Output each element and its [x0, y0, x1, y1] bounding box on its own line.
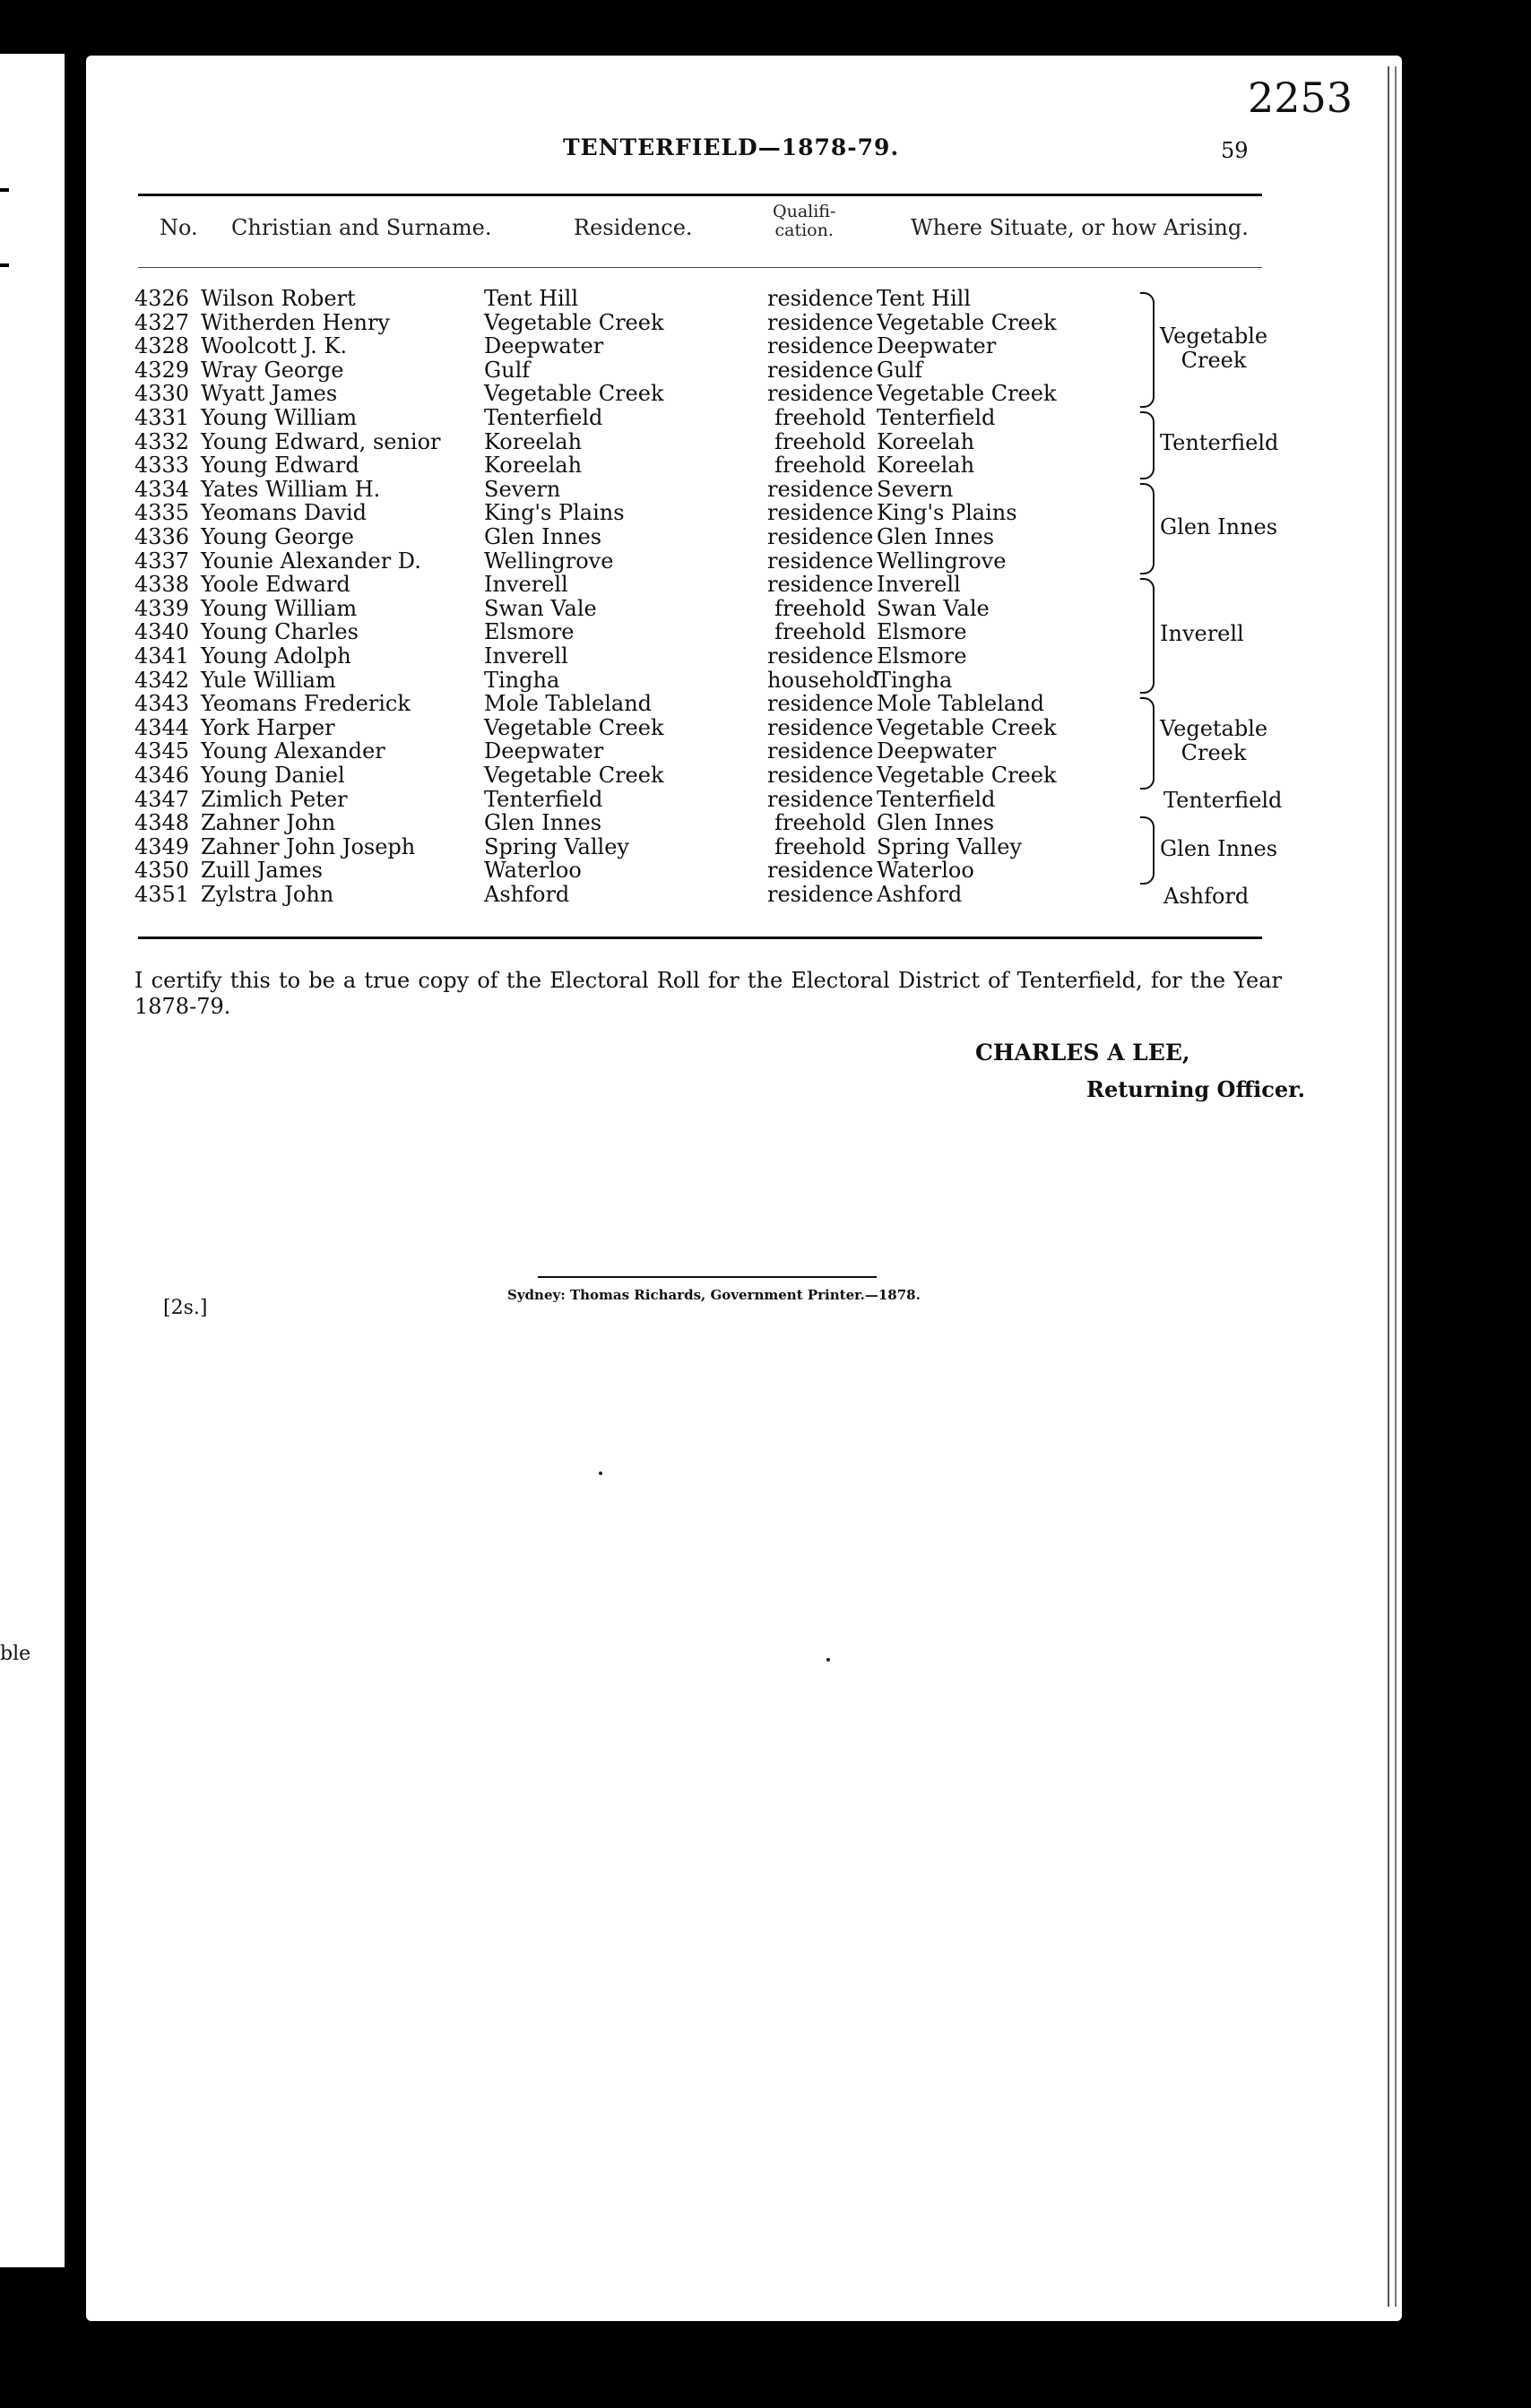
group-label: Vegetable Creek: [1160, 716, 1268, 766]
entry-qualification: residence: [767, 500, 874, 526]
entry-name: Yeomans David: [201, 500, 368, 526]
entry-where: Vegetable Creek: [877, 714, 1057, 740]
entry-name: Zahner John Joseph: [201, 833, 416, 859]
printer-imprint: Sydney: Thomas Richards, Government Printer.—1878.: [507, 1287, 921, 1303]
entry-qualification: freehold: [774, 405, 866, 430]
entry-qualification: residence: [767, 286, 874, 311]
price-mark: [2s.]: [163, 1297, 208, 1319]
entry-where: Waterloo: [877, 858, 974, 884]
entry-qualification: residence: [767, 858, 874, 884]
entry-where: Wellingrove: [877, 548, 1007, 574]
entry-name: Young Adolph: [201, 643, 351, 669]
stamp-number: 2253: [1248, 73, 1354, 122]
entry-name: Young Alexander: [201, 738, 385, 764]
entry-qualification: residence: [767, 524, 874, 549]
group-brace: [1140, 816, 1155, 885]
entry-name: Young Edward, senior: [201, 428, 441, 454]
entry-where: Koreelah: [877, 428, 975, 454]
entry-number: 4332: [134, 428, 190, 454]
speck: [826, 1658, 830, 1661]
entry-where: Gulf: [877, 357, 923, 383]
entry-where: Elsmore: [877, 643, 967, 669]
entry-where: Ashford: [877, 882, 963, 907]
entry-name: Young William: [201, 405, 358, 430]
group-label: Vegetable Creek: [1160, 323, 1268, 373]
entry-name: Young Daniel: [201, 763, 345, 788]
adjacent-page-edge: [0, 54, 67, 2267]
adjacent-page-mark: [0, 188, 9, 192]
entry-where: Mole Tableland: [877, 691, 1045, 717]
entry-residence: Tingha: [484, 667, 560, 693]
entry-name: Woolcott J. K.: [201, 333, 347, 359]
entry-qualification: residence: [767, 786, 874, 812]
entry-number: 4336: [134, 524, 190, 549]
entry-name: Yoole Edward: [201, 572, 350, 598]
entry-qualification: residence: [767, 476, 874, 502]
entry-name: Young Charles: [201, 619, 359, 645]
entry-residence: Tenterfield: [484, 405, 603, 430]
entry-residence: Vegetable Creek: [484, 763, 664, 788]
entry-number: 4331: [134, 405, 190, 430]
entry-where: Vegetable Creek: [877, 763, 1057, 788]
group-brace: [1140, 578, 1155, 694]
entry-number: 4347: [134, 786, 190, 812]
entry-qualification: residence: [767, 882, 874, 907]
header-where: Where Situate, or how Arising.: [911, 215, 1249, 240]
entry-name: Zylstra John: [201, 882, 334, 907]
entry-residence: Glen Innes: [484, 810, 602, 836]
entry-residence: Elsmore: [484, 619, 575, 645]
entry-name: Wyatt James: [201, 381, 338, 407]
entry-residence: Gulf: [484, 357, 531, 383]
entry-residence: King's Plains: [484, 500, 625, 526]
entry-qualification: residence: [767, 643, 874, 669]
entry-qualification: residence: [767, 548, 874, 574]
entry-where: Severn: [877, 476, 954, 502]
entry-where: Tenterfield: [877, 786, 996, 812]
entry-name: Zahner John: [201, 810, 336, 836]
entry-number: 4339: [134, 595, 190, 621]
entry-number: 4340: [134, 619, 190, 645]
entry-name: Witherden Henry: [201, 309, 390, 335]
entry-number: 4327: [134, 309, 190, 335]
entry-number: 4326: [134, 286, 190, 311]
group-brace: [1140, 292, 1155, 408]
entry-name: York Harper: [201, 714, 335, 740]
entry-number: 4330: [134, 381, 190, 407]
group-brace: [1140, 411, 1155, 479]
signatory-name: CHARLES A LEE,: [975, 1040, 1190, 1066]
entry-where: Glen Innes: [877, 810, 995, 836]
entry-name: Young Edward: [201, 453, 359, 479]
entry-number: 4351: [134, 882, 190, 907]
group-brace: [1140, 483, 1155, 574]
entry-residence: Waterloo: [484, 858, 582, 884]
entry-number: 4343: [134, 691, 190, 717]
entry-where: Vegetable Creek: [877, 309, 1057, 335]
group-label: Tenterfield: [1163, 788, 1283, 814]
group-brace: [1140, 697, 1155, 789]
entry-number: 4350: [134, 858, 190, 884]
group-label: Glen Innes: [1160, 514, 1278, 539]
entry-where: Spring Valley: [877, 833, 1022, 859]
entry-qualification: freehold: [774, 453, 866, 479]
entry-residence: Spring Valley: [484, 833, 629, 859]
imprint-rule: [538, 1276, 877, 1278]
header-rule-bottom: [138, 267, 1262, 268]
entry-number: 4349: [134, 833, 190, 859]
entry-residence: Inverell: [484, 572, 568, 598]
entry-number: 4341: [134, 643, 190, 669]
header-name: Christian and Surname.: [231, 215, 492, 240]
header-no: No.: [160, 215, 198, 240]
entry-qualification: freehold: [774, 428, 866, 454]
certification-text: I certify this to be a true copy of the Electoral Roll for the Electoral District of Tenterfield, for the Year 1878-79.: [134, 968, 1282, 1019]
entry-qualification: residence: [767, 357, 874, 383]
entry-where: Swan Vale: [877, 595, 990, 621]
entry-name: Young George: [201, 524, 354, 549]
entry-where: Deepwater: [877, 333, 997, 359]
entry-where: Tenterfield: [877, 405, 996, 430]
entry-qualification: residence: [767, 309, 874, 335]
header-rule-top: [138, 194, 1262, 196]
group-label: Inverell: [1160, 621, 1244, 647]
adjacent-page-fragment: ble: [0, 1643, 31, 1665]
entry-name: Yeomans Frederick: [201, 691, 411, 717]
entry-name: Zimlich Peter: [201, 786, 348, 812]
entry-where: Koreelah: [877, 453, 975, 479]
entry-residence: Glen Innes: [484, 524, 602, 549]
entry-qualification: residence: [767, 691, 874, 717]
page-number: 59: [1221, 138, 1249, 163]
entry-where: Inverell: [877, 572, 961, 598]
entry-number: 4338: [134, 572, 190, 598]
entry-qualification: residence: [767, 714, 874, 740]
entry-name: Younie Alexander D.: [201, 548, 421, 574]
entry-residence: Vegetable Creek: [484, 381, 664, 407]
group-label: Tenterfield: [1160, 430, 1279, 456]
entry-qualification: freehold: [774, 595, 866, 621]
page-edge: [1388, 66, 1397, 2307]
entry-residence: Vegetable Creek: [484, 309, 664, 335]
entry-number: 4337: [134, 548, 190, 574]
entry-number: 4328: [134, 333, 190, 359]
entry-where: Deepwater: [877, 738, 997, 764]
entry-where: Vegetable Creek: [877, 381, 1057, 407]
entry-where: Glen Innes: [877, 524, 995, 549]
entry-residence: Swan Vale: [484, 595, 597, 621]
adjacent-page-mark: [0, 263, 9, 267]
entry-residence: Severn: [484, 476, 561, 502]
entry-qualification: residence: [767, 763, 874, 788]
entry-number: 4348: [134, 810, 190, 836]
entry-where: Elsmore: [877, 619, 967, 645]
entry-where: Tingha: [877, 667, 953, 693]
entry-qualification: residence: [767, 738, 874, 764]
entry-residence: Tent Hill: [484, 286, 579, 311]
entry-where: Tent Hill: [877, 286, 972, 311]
page-title: TENTERFIELD—1878-79.: [563, 134, 900, 160]
entry-number: 4335: [134, 500, 190, 526]
entry-name: Yule William: [201, 667, 336, 693]
entry-qualification: freehold: [774, 833, 866, 859]
entry-residence: Ashford: [484, 882, 570, 907]
table-end-rule: [138, 936, 1262, 939]
entry-residence: Tenterfield: [484, 786, 603, 812]
entry-qualification: freehold: [774, 810, 866, 836]
entry-number: 4342: [134, 667, 190, 693]
entry-residence: Wellingrove: [484, 548, 614, 574]
entry-residence: Inverell: [484, 643, 568, 669]
entry-residence: Koreelah: [484, 453, 583, 479]
entry-qualification: residence: [767, 572, 874, 598]
entry-qualification: residence: [767, 381, 874, 407]
entry-name: Young William: [201, 595, 358, 621]
entry-number: 4345: [134, 738, 190, 764]
signatory-role: Returning Officer.: [1086, 1076, 1305, 1102]
entry-number: 4329: [134, 357, 190, 383]
entry-residence: Deepwater: [484, 333, 604, 359]
entry-name: Wray George: [201, 357, 344, 383]
header-residence: Residence.: [574, 215, 693, 240]
entry-where: King's Plains: [877, 500, 1017, 526]
entry-residence: Koreelah: [484, 428, 583, 454]
group-label: Ashford: [1163, 883, 1250, 909]
entry-number: 4346: [134, 763, 190, 788]
entry-qualification: residence: [767, 333, 874, 359]
entry-number: 4334: [134, 476, 190, 502]
entry-residence: Mole Tableland: [484, 691, 653, 717]
entry-number: 4333: [134, 453, 190, 479]
entry-name: Yates William H.: [201, 476, 381, 502]
entry-number: 4344: [134, 714, 190, 740]
entry-name: Zuill James: [201, 858, 323, 884]
entry-residence: Deepwater: [484, 738, 604, 764]
speck: [599, 1472, 602, 1475]
header-qualification: Qualifi- cation.: [773, 202, 836, 240]
entry-qualification: freehold: [774, 619, 866, 645]
entry-name: Wilson Robert: [201, 286, 356, 311]
entry-residence: Vegetable Creek: [484, 714, 664, 740]
entry-qualification: household: [767, 667, 879, 693]
group-label: Glen Innes: [1160, 835, 1278, 861]
